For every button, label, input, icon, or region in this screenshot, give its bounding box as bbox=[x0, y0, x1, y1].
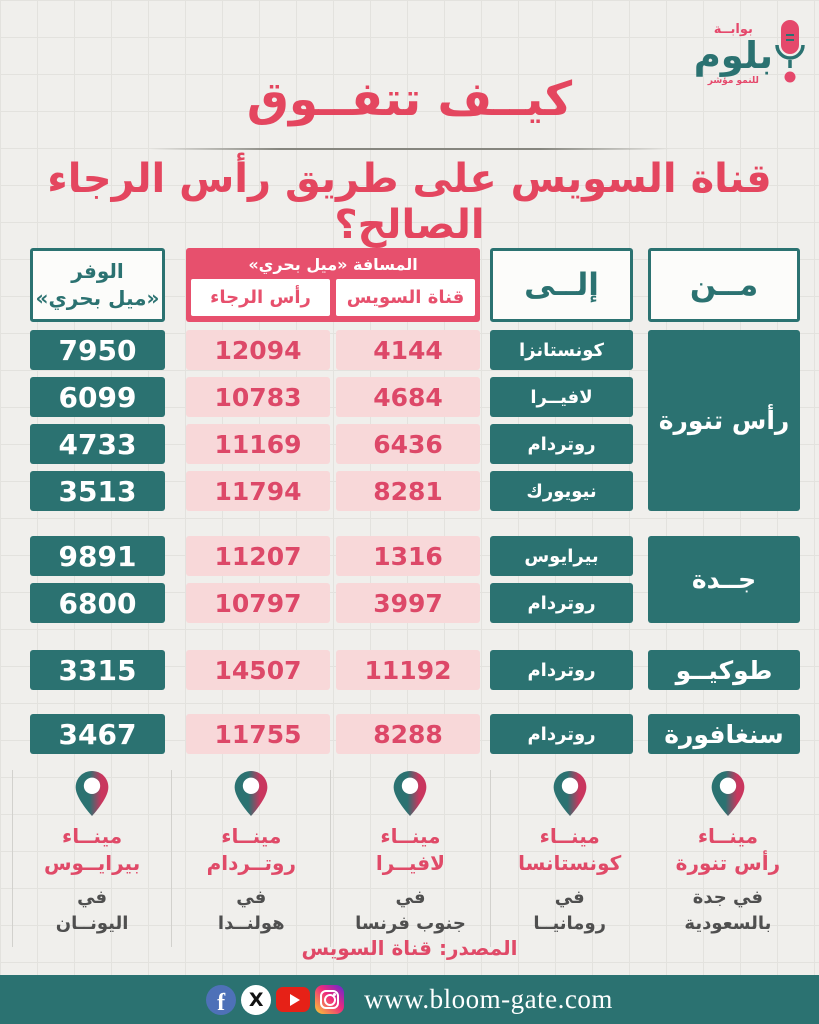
x-twitter-icon[interactable]: X bbox=[241, 985, 271, 1015]
table-row bbox=[30, 650, 633, 690]
savings-cell: 6800 bbox=[30, 583, 165, 623]
table-row bbox=[30, 424, 633, 464]
suez-distance-cell: 4684 bbox=[336, 377, 480, 417]
location-pin-icon bbox=[710, 802, 746, 821]
table-group-ras-tanura bbox=[28, 330, 800, 511]
savings-cell: 3315 bbox=[30, 650, 165, 690]
suez-distance-cell: 3997 bbox=[336, 583, 480, 623]
header-to: إلــى bbox=[490, 248, 633, 322]
footer-bar bbox=[0, 975, 819, 1024]
ports-legend bbox=[12, 770, 807, 947]
logo-top-text: بوابــة bbox=[713, 22, 753, 38]
table-row bbox=[30, 714, 633, 754]
logo-name-text: بلوم bbox=[693, 34, 773, 78]
table-row bbox=[30, 330, 633, 370]
table-group-singapore bbox=[28, 714, 800, 754]
header-savings-line1: الوفر bbox=[71, 259, 124, 283]
instagram-icon[interactable] bbox=[315, 985, 344, 1014]
logo-tagline-text: للنمو مؤشر bbox=[707, 75, 759, 86]
page-title-line1: كيــف تتفــوق bbox=[246, 72, 573, 127]
distance-table bbox=[28, 248, 800, 754]
table-row bbox=[30, 471, 633, 511]
origin-cell: سنغافورة bbox=[648, 714, 800, 754]
savings-cell: 7950 bbox=[30, 330, 165, 370]
header-savings-line2: «ميل بحري» bbox=[35, 286, 160, 310]
savings-cell: 9891 bbox=[30, 536, 165, 576]
table-group-jeddah bbox=[28, 536, 800, 623]
location-pin-icon bbox=[233, 802, 269, 821]
location-pin-icon bbox=[552, 802, 588, 821]
suez-distance-cell: 8281 bbox=[336, 471, 480, 511]
suez-distance-cell: 4144 bbox=[336, 330, 480, 370]
header-savings bbox=[30, 248, 165, 322]
facebook-icon[interactable]: f bbox=[206, 985, 236, 1015]
cape-distance-cell: 11755 bbox=[186, 714, 330, 754]
title-divider bbox=[150, 148, 670, 150]
destination-cell: بيرايوس bbox=[490, 536, 633, 576]
savings-cell: 4733 bbox=[30, 424, 165, 464]
origin-cell: رأس تنورة bbox=[648, 330, 800, 511]
header-from: مــن bbox=[648, 248, 800, 322]
header-distance-title: المسافة «ميل بحري» bbox=[248, 255, 418, 274]
savings-cell: 3513 bbox=[30, 471, 165, 511]
port-lavera: مينــاء لافيــرا في جنوب فرنسا bbox=[330, 770, 489, 947]
destination-cell: روتردام bbox=[490, 714, 633, 754]
suez-distance-cell: 8288 bbox=[336, 714, 480, 754]
youtube-icon[interactable] bbox=[276, 987, 310, 1012]
table-row bbox=[30, 583, 633, 623]
cape-distance-cell: 11169 bbox=[186, 424, 330, 464]
savings-cell: 6099 bbox=[30, 377, 165, 417]
destination-cell: لافيــرا bbox=[490, 377, 633, 417]
table-row bbox=[30, 377, 633, 417]
page-title-line2: قناة السويس على طريق رأس الرجاء الصالح؟ bbox=[47, 156, 772, 248]
cape-distance-cell: 10797 bbox=[186, 583, 330, 623]
destination-cell: كونستانزا bbox=[490, 330, 633, 370]
table-group-tokyo bbox=[28, 650, 800, 690]
header-suez-canal: قناة السويس bbox=[336, 279, 475, 316]
location-pin-icon bbox=[74, 802, 110, 821]
savings-cell: 3467 bbox=[30, 714, 165, 754]
table-row bbox=[30, 536, 633, 576]
cape-distance-cell: 11794 bbox=[186, 471, 330, 511]
website-url[interactable]: www.bloom-gate.com bbox=[364, 984, 613, 1014]
destination-cell: روتردام bbox=[490, 583, 633, 623]
suez-distance-cell: 11192 bbox=[336, 650, 480, 690]
source-note: المصدر: قناة السويس bbox=[301, 936, 518, 960]
cape-distance-cell: 14507 bbox=[186, 650, 330, 690]
destination-cell: روتردام bbox=[490, 424, 633, 464]
destination-cell: روتردام bbox=[490, 650, 633, 690]
origin-cell: جــدة bbox=[648, 536, 800, 623]
suez-distance-cell: 6436 bbox=[336, 424, 480, 464]
port-rotterdam: مينــاء روتــردام في هولنــدا bbox=[171, 770, 330, 947]
suez-distance-cell: 1316 bbox=[336, 536, 480, 576]
port-ras-tanura: مينــاء رأس تنورة في جدة بالسعودية bbox=[649, 770, 807, 947]
port-piraeus: مينــاء بيرايــوس في اليونــان bbox=[12, 770, 171, 947]
port-constanta: مينــاء كونستانسا في رومانيــا bbox=[490, 770, 649, 947]
table-header-row bbox=[28, 248, 800, 322]
cape-distance-cell: 11207 bbox=[186, 536, 330, 576]
header-distance bbox=[186, 248, 480, 322]
origin-cell: طوكيــو bbox=[648, 650, 800, 690]
cape-distance-cell: 10783 bbox=[186, 377, 330, 417]
header-cape-of-good-hope: رأس الرجاء bbox=[191, 279, 330, 316]
destination-cell: نيويورك bbox=[490, 471, 633, 511]
cape-distance-cell: 12094 bbox=[186, 330, 330, 370]
location-pin-icon bbox=[392, 802, 428, 821]
